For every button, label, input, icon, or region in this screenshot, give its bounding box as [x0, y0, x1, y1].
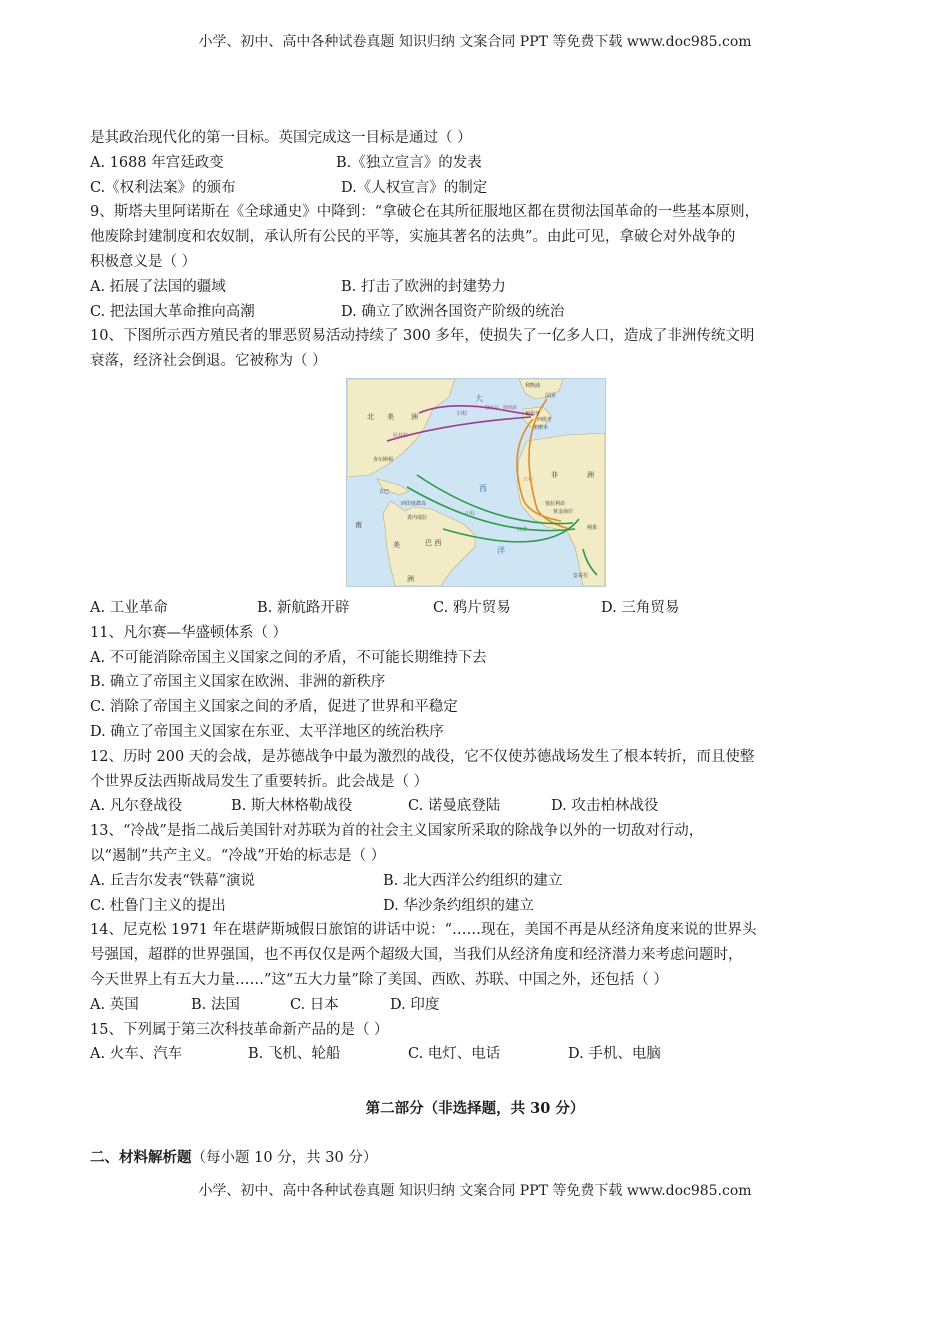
q11-option-a[interactable]: A. 不可能消除帝国主义国家之间的矛盾，不可能长期维持下去 [90, 649, 487, 666]
q10-option-c[interactable]: C. 鸦片贸易 [433, 599, 511, 616]
q8-option-b[interactable]: B.《独立宣言》的发表 [336, 154, 482, 171]
label-cuba: 古巴 [379, 488, 390, 495]
q11-option-b[interactable]: B. 确立了帝国主义国家在欧洲、非洲的新秩序 [90, 674, 386, 691]
route-label-raw: 原材料 [393, 432, 409, 439]
q9-options-row1 [90, 275, 860, 300]
q10-options-row [90, 596, 860, 621]
triangular-trade-map [346, 378, 606, 587]
q11-stem: 11、凡尔赛—华盛顿体系（ ） [90, 624, 288, 641]
q11-option-c[interactable]: C. 消除了帝国主义国家之间的矛盾，促进了世界和平稳定 [90, 699, 458, 716]
label-charleston: 查尔斯顿 [373, 456, 394, 463]
label-ocean-yang: 洋 [497, 545, 505, 555]
label-america: 美 [387, 412, 394, 421]
q13-option-b[interactable]: B. 北大西洋公约组织的建立 [383, 872, 563, 889]
label-ocean-xi: 西 [479, 483, 487, 493]
q9-stem-line3: 积极意义是（ ） [90, 253, 197, 270]
q10-stem-line2: 衰落，经济社会倒退。它被称为（ ） [90, 353, 327, 370]
label-portugal: 葡萄牙 [525, 410, 541, 417]
route-label-outbound: 出程 [523, 476, 534, 483]
label-spain: 西班牙 [537, 416, 553, 423]
q12-option-b[interactable]: B. 斯大林格勒战役 [231, 798, 353, 815]
q12-option-a[interactable]: A. 凡尔登战役 [90, 798, 183, 815]
q13-options-row1 [90, 869, 860, 894]
q12-option-d[interactable]: D. 攻击柏林战役 [551, 798, 659, 815]
page-footer: 小学、初中、高中各种试卷真题 知识归纳 文案合同 PPT 等免费下载 www.doc985.com [198, 1183, 752, 1199]
q15-option-c[interactable]: C. 电灯、电话 [408, 1046, 501, 1063]
q14-stem-line2: 号强国，超群的世界强国，也不再仅仅是两个超级大国，当我们从经济角度和经济潜力来考虑问题时， [90, 947, 743, 964]
label-south-america: 美 [393, 540, 400, 549]
label-continent-na: 洲 [411, 412, 418, 421]
q8-stem: 是其政治现代化的第一目标。英国完成这一目标是通过（ ） [90, 130, 472, 146]
q8-option-d[interactable]: D.《人权宣言》的制定 [341, 179, 488, 196]
route-label-goods: 制成品、朗姆酒 [485, 405, 517, 411]
label-sierra-leone: 塞拉利昂 [545, 500, 566, 507]
q12-option-c[interactable]: C. 诺曼底登陆 [408, 798, 501, 815]
q10-option-d[interactable]: D. 三角贸易 [601, 599, 680, 616]
q14-option-b[interactable]: B. 法国 [191, 996, 240, 1013]
q10-stem-line1: 10、下图所示西方殖民者的罪恶贸易活动持续了 300 多年，使损失了一亿多人口，造成了非洲传统文明 [90, 328, 755, 345]
label-africa-fei: 非 [551, 470, 558, 479]
q14-stem-line1: 14、尼克松 1971 年在堪萨斯城假日旅馆的讲话中说：“……现在，美国不再是从经济角度来说的世界头 [90, 922, 757, 939]
q13-stem-line2: 以“遏制”共产主义。“冷战”开始的标志是（ ） [90, 847, 386, 864]
q13-option-d[interactable]: D. 华沙条约组织的建立 [383, 897, 534, 914]
q9-options-row2 [90, 300, 860, 325]
label-congo: 刚果 [587, 524, 598, 531]
q8-options-row1 [90, 151, 860, 176]
q15-options-row [90, 1042, 860, 1067]
label-north: 北 [367, 412, 374, 421]
q15-option-d[interactable]: D. 手机、电脑 [568, 1046, 661, 1063]
q9-stem-line2: 他废除封建制度和农奴制，承认所有公民的平等，实施其著名的法典”。由此可见，拿破仑对外战争的 [90, 229, 736, 246]
q11-option-d[interactable]: D. 确立了帝国主义国家在东亚、太平洋地区的统治秩序 [90, 723, 444, 740]
label-france: 法国 [545, 392, 556, 399]
q10-option-b[interactable]: B. 新航路开辟 [257, 599, 350, 616]
q14-option-d[interactable]: D. 印度 [390, 996, 440, 1013]
q13-stem-line1: 13、“冷战”是指二战后美国针对苏联为首的社会主义国家所采取的除战争以外的一切敌对行动， [90, 823, 704, 840]
route-label-return: 归程 [457, 410, 468, 417]
q15-stem: 15、下列属于第三次科技革命新产品的是（ ） [90, 1021, 389, 1038]
map-container [90, 374, 860, 596]
label-west-indies: 西印度群岛 [401, 500, 427, 507]
q14-stem-line3: 今天世界上有五大力量……”这“五大力量”除了美国、西欧、苏联、中国之外，还包括（ ） [90, 971, 668, 988]
section2-heading [90, 1146, 377, 1167]
label-angola: 安哥拉 [573, 572, 589, 579]
q9-option-d[interactable]: D. 确立了欧洲各国资产阶级的统治 [341, 303, 565, 320]
q8-option-a[interactable]: A. 1688 年宫廷政变 [90, 154, 224, 171]
q10-option-a[interactable]: A. 工业革命 [90, 599, 168, 616]
q13-option-c[interactable]: C. 杜鲁门主义的提出 [90, 897, 226, 914]
q8-options-row2 [90, 176, 860, 201]
q13-option-a[interactable]: A. 丘吉尔发表“铁幕”演说 [90, 872, 256, 889]
label-venezuela: 委内瑞拉 [407, 514, 428, 521]
section2-title: 二、材料解析题 [90, 1149, 192, 1166]
q14-option-c[interactable]: C. 日本 [290, 996, 339, 1013]
label-lisbon: 里斯本 [533, 424, 549, 431]
part2-title: 第二部分（非选择题，共 30 分） [365, 1100, 585, 1117]
label-south: 南 [355, 520, 362, 529]
q9-stem-line1: 9、斯塔夫里阿诺斯在《全球通史》中降到：“拿破仑在其所征服地区都在贯彻法国革命的一些基本原则， [90, 204, 760, 221]
q14-options-row [90, 993, 860, 1018]
exam-content [90, 126, 860, 1067]
q8-option-c[interactable]: C.《权利法案》的颁布 [90, 179, 236, 196]
label-continent-sa: 洲 [407, 574, 414, 583]
route-label-middle: 中程 [465, 510, 476, 517]
page-header: 小学、初中、高中各种试卷真题 知识归纳 文案合同 PPT 等免费下载 www.doc985.com [198, 34, 752, 50]
map-svg [347, 379, 605, 586]
q9-option-b[interactable]: B. 打击了欧洲的封建势力 [341, 278, 506, 295]
q12-options-row [90, 794, 860, 819]
q12-stem-line1: 12、历时 200 天的会战，是苏德战争中最为激烈的战役，它不仅使苏德战场发生了根本转折，而且使整 [90, 748, 755, 765]
q12-stem-line2: 个世界反法西斯战局发生了重要转折。此会战是（ ） [90, 773, 429, 790]
label-ocean-da: 大 [475, 393, 483, 403]
q9-option-a[interactable]: A. 拓展了法国的疆域 [90, 278, 226, 295]
label-africa-zhou: 洲 [587, 470, 594, 479]
q9-option-c[interactable]: C. 把法国大革命推向高潮 [90, 303, 255, 320]
route-label-slaves: 奴隶 [517, 526, 528, 533]
section2-note: （每小题 10 分，共 30 分） [191, 1150, 378, 1166]
label-brazil: 巴 西 [425, 538, 442, 547]
q13-options-row2 [90, 894, 860, 919]
label-liverpool: 利物浦 [525, 382, 541, 389]
q15-option-a[interactable]: A. 火车、汽车 [90, 1046, 183, 1063]
label-gold-coast: 黄金海岸 [553, 508, 574, 515]
q15-option-b[interactable]: B. 飞机、轮船 [248, 1046, 341, 1063]
q14-option-a[interactable]: A. 英国 [90, 996, 139, 1013]
